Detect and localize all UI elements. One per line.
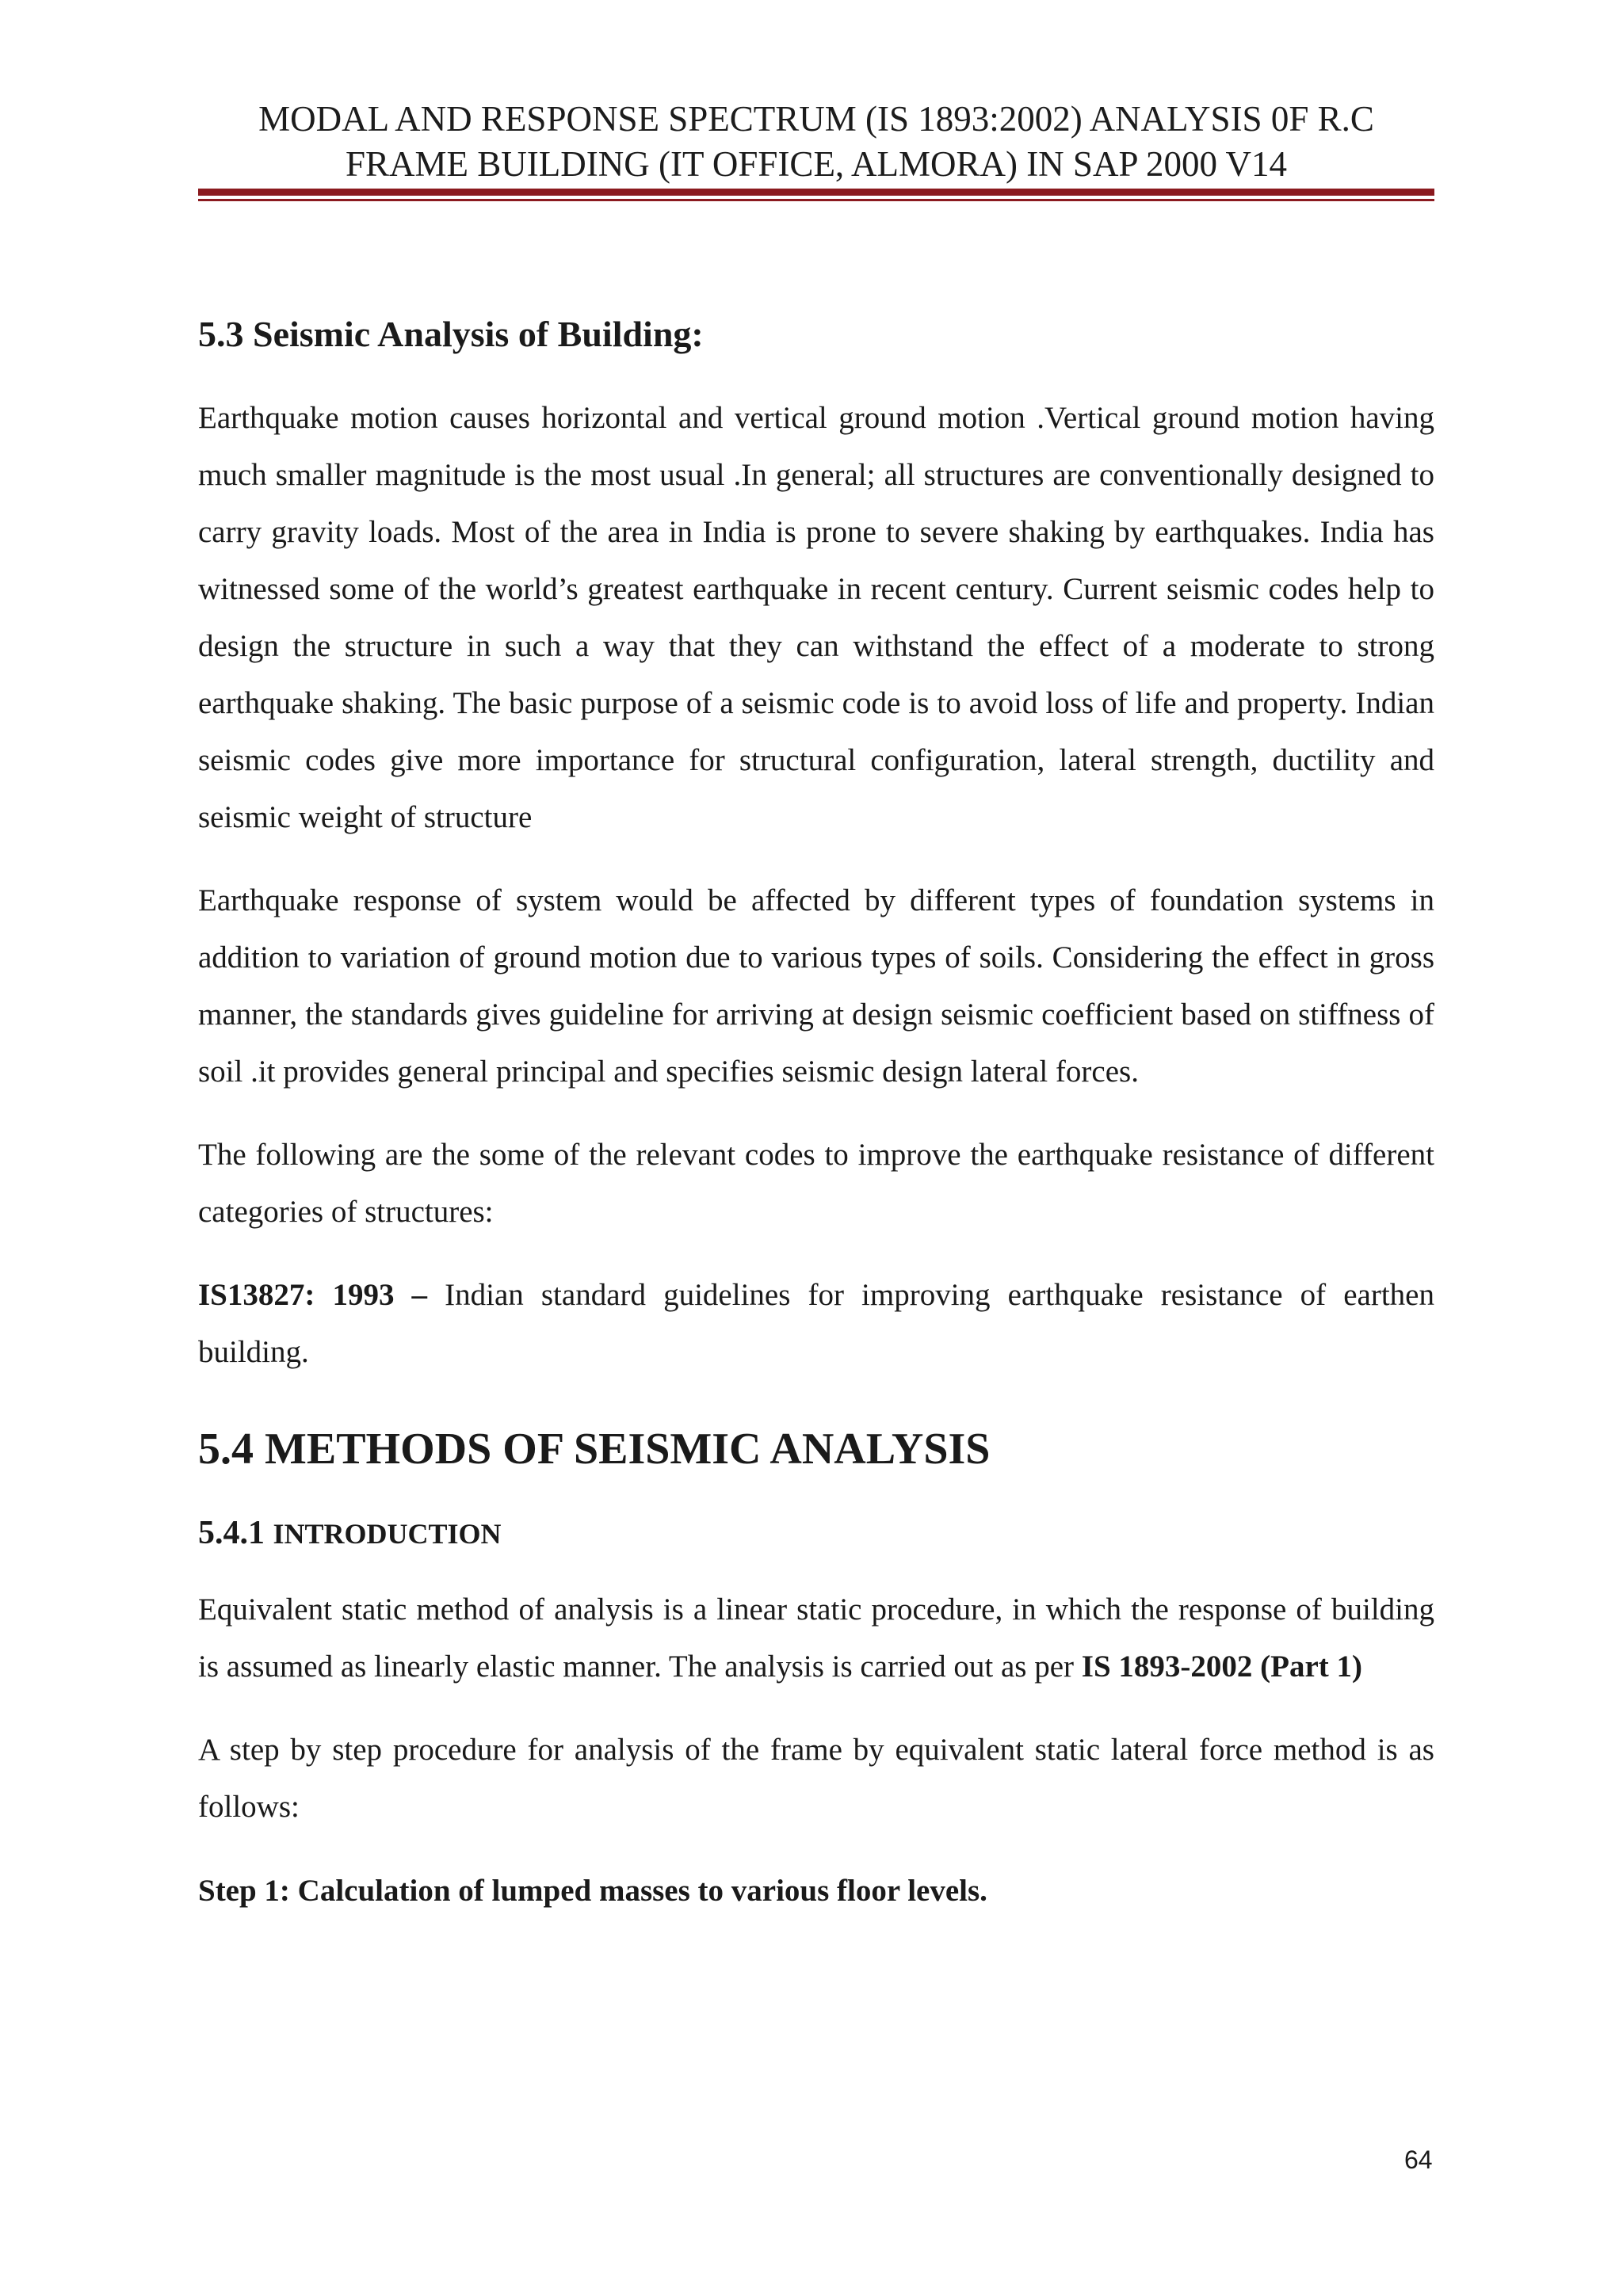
subsection-number: 5.4.1 [198, 1515, 265, 1551]
code-reference-text: Indian standard guidelines for improving earthquake resistance of earthen building. [198, 1278, 1434, 1369]
section-5-4-heading: 5.4 METHODS OF SEISMIC ANALYSIS [198, 1425, 991, 1474]
subsection-5-4-1-heading [198, 1509, 1434, 1558]
section-5-3-paragraph-1: Earthquake motion causes horizontal and vertical ground motion .Vertical ground motion having much smaller magnitude is the most usual .In general; all structures are conventionally designed to carry gravity loads. Most of the area in India is prone to severe shaking by earthquakes. India has witnessed some of the world’s greatest earthquake in recent century. Current seismic codes help to design the structure in such a way that they can withstand the effect of a moderate to strong earthquake shaking. The basic purpose of a seismic code is to avoid loss of life and property. Indian seismic codes give more importance for structural configuration, lateral strength, ductility and seismic weight of structure [198, 401, 1434, 834]
section-5-3-paragraph-2: Earthquake response of system would be affected by different types of foundation systems in addition to variation of ground motion due to various types of soils. Considering the effect in gross manner, the standards gives guideline for arriving at design seismic coefficient based on stiffness of soil .it provides general principal and specifies seismic design lateral forces. [198, 883, 1434, 1089]
section-5-3-paragraph-3: The following are the some of the relevant codes to improve the earthquake resistance of different categories of structures: [198, 1138, 1434, 1229]
standard-reference: IS 1893-2002 (Part 1) [1081, 1650, 1362, 1684]
section-5-4-paragraph-1 [198, 1581, 1434, 1695]
section-5-4-paragraph-2: A step by step procedure for analysis of the frame by equivalent static lateral force method is as follows: [198, 1733, 1434, 1824]
paragraph-text: Equivalent static method of analysis is a linear static procedure, in which the response of building is assumed as linearly elastic manner. The analysis is carried out as per [198, 1592, 1434, 1684]
section-5-3-heading: 5.3 Seismic Analysis of Building: [198, 314, 704, 354]
header-rule-thick [198, 189, 1434, 196]
page-body [198, 311, 1434, 1915]
header-line-2: FRAME BUILDING (IT OFFICE, ALMORA) IN SAP 2000 V14 [346, 144, 1287, 184]
code-reference-paragraph [198, 1267, 1434, 1381]
code-reference-id: IS13827: 1993 – [198, 1278, 428, 1312]
header-rule-thin [198, 199, 1434, 201]
subsection-title: INTRODUCTION [273, 1518, 502, 1550]
page-number: 64 [1404, 2145, 1433, 2174]
header-line-1: MODAL AND RESPONSE SPECTRUM (IS 1893:2002) ANALYSIS 0F R.C [258, 99, 1374, 139]
running-header [198, 97, 1434, 187]
step-1-heading: Step 1: Calculation of lumped masses to various floor levels. [198, 1874, 987, 1908]
